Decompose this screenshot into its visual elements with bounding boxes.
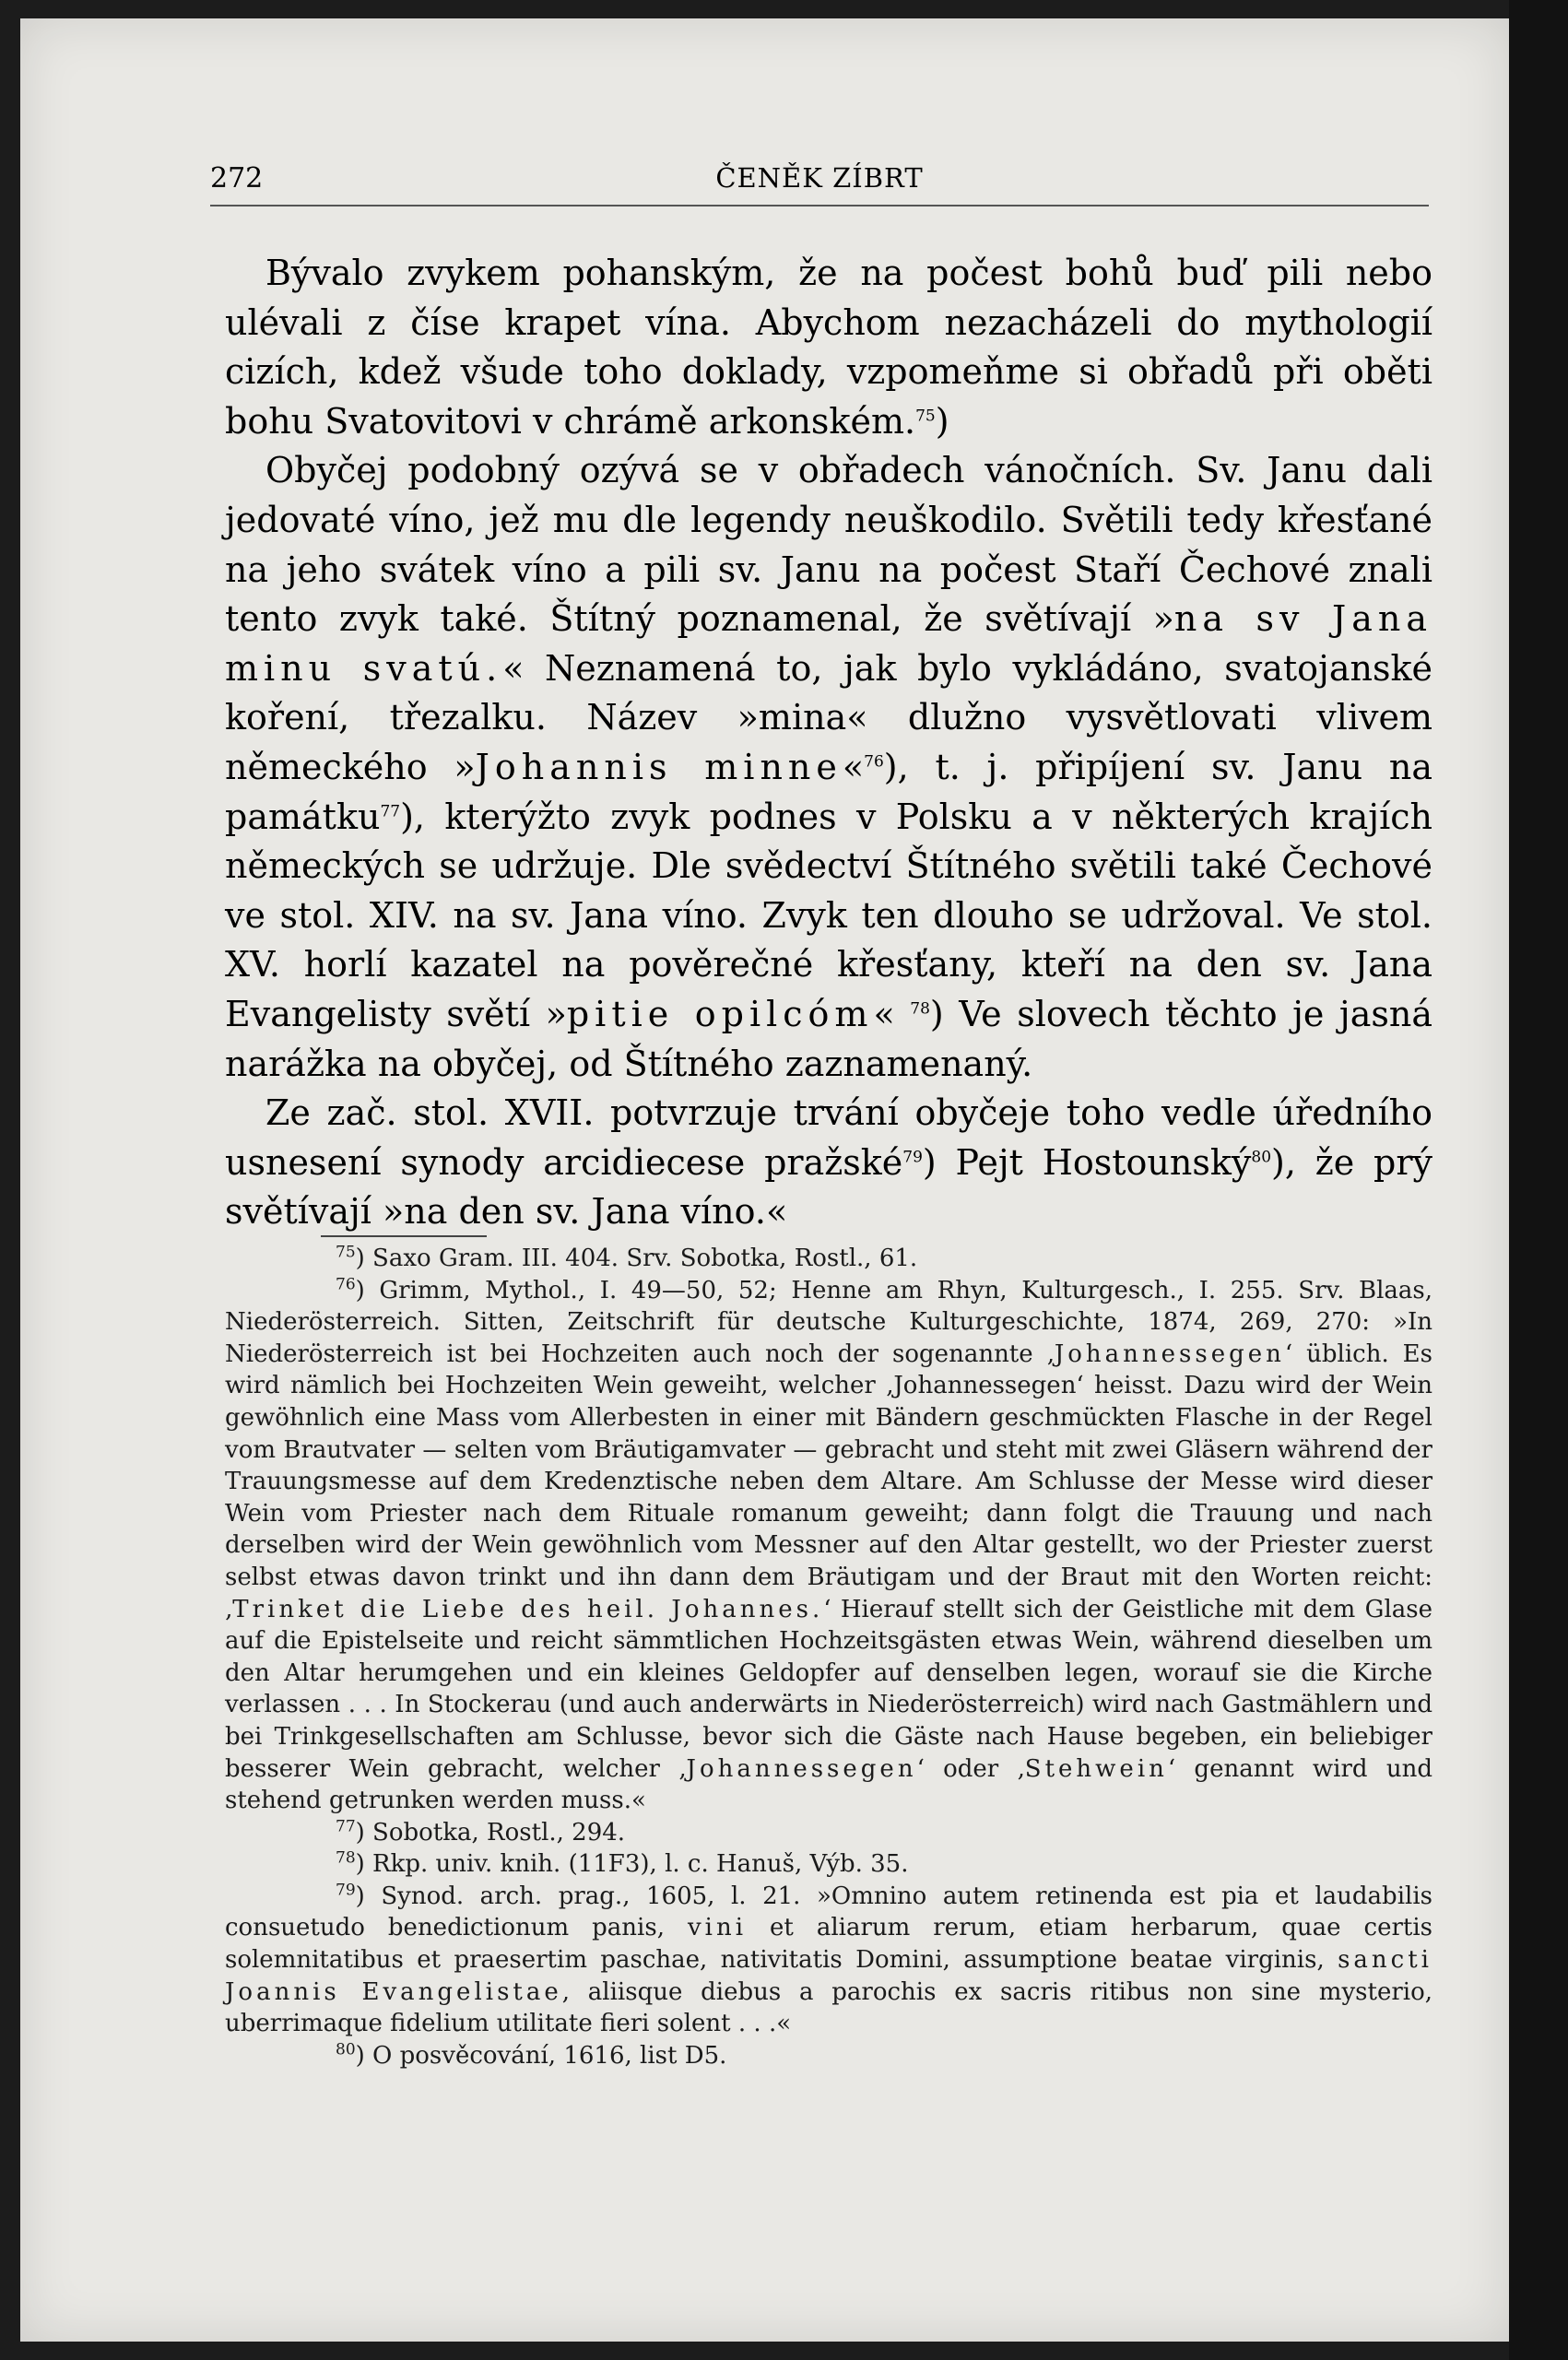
footnote-ref: 80 xyxy=(1251,1148,1272,1167)
running-head: ČENĚK ZÍBRT xyxy=(715,162,924,194)
footnote-mark: 79 xyxy=(336,1881,356,1900)
text-run: « Neznamená to, jak bylo vykládáno, svatojanské koření, třezalku. Název »mina« dlužno vysvětlovati vlivem německého » xyxy=(225,647,1432,787)
text-run: Ze zač. stol. XVII. potvrzuje trvání obyčeje toho vedle úředního usnesení synody arcidiecese pražské xyxy=(225,1092,1432,1183)
footnote-78 xyxy=(225,1848,1432,1881)
footnote-text: ) Synod. arch. prag., 1605, l. 21. »Omnino autem retinenda est pia et laudabilis consuetudo benedictionum panis, xyxy=(225,1882,1432,1942)
footnote-mark: 76 xyxy=(336,1274,356,1293)
footnote-mark: 78 xyxy=(336,1848,356,1868)
footnote-text: ‘ genannt wird und stehend getrunken werden muss.« xyxy=(225,1754,1432,1815)
text-run: « xyxy=(873,993,911,1034)
spaced-term: sancti Joannis Evangelistae xyxy=(225,1946,1432,2006)
page-number: 272 xyxy=(210,162,264,195)
footnote-77 xyxy=(225,1817,1432,1849)
spaced-quote: na sv Jana minu svatú. xyxy=(225,598,1432,689)
spaced-term: Trinket die Liebe des heil. Johannes. xyxy=(232,1595,824,1623)
footnote-rule xyxy=(321,1235,487,1237)
text-run: Bývalo zvykem pohanským, že na počest bohů buď pili nebo ulévali z číse krapet vína. Abychom nezacházeli do mythologií cizích, kdež všude toho doklady, vzpomeňme si obřadů při oběti bohu Svatovitovi v chrámě arkonském. xyxy=(225,253,1432,442)
spaced-term: Stehwein xyxy=(1024,1754,1168,1783)
footnote-ref: 78 xyxy=(910,999,930,1019)
text-run: ) xyxy=(935,400,949,442)
spaced-term: Johannessegen xyxy=(686,1754,917,1783)
footnote-76 xyxy=(225,1275,1432,1817)
paragraph-2 xyxy=(225,446,1432,1089)
spaced-quote: Johannis minne xyxy=(475,746,843,787)
footnote-text: et aliarum rerum, etiam herbarum, quae certis solemnitatibus et praesertim paschae, nativitatis Domini, assumptione beatae virginis, xyxy=(225,1914,1433,1975)
text-run: ), t. j. připíjení sv. Janu na památku xyxy=(225,746,1432,837)
text-run: ), že prý světívají »na den sv. Jana víno.« xyxy=(225,1141,1433,1233)
spaced-quote: pitie opilcóm xyxy=(566,993,874,1034)
footnote-text: , aliisque diebus a parochis ex sacris ritibus non sine mysterio, uberrimaque fidelium utilitate fieri solent . . .« xyxy=(225,1977,1432,2038)
spaced-term: vini xyxy=(687,1914,748,1942)
footnote-mark: 80 xyxy=(336,2040,356,2059)
footnote-text: ‘ oder ‚ xyxy=(916,1754,1025,1783)
footnote-text: ) Saxo Gram. III. 404. Srv. Sobotka, Rostl., 61. xyxy=(355,1245,918,1272)
footnote-text: ) O posvěcování, 1616, list D5. xyxy=(355,2041,727,2070)
paragraph-3 xyxy=(225,1089,1432,1237)
footnote-text: ‘ üblich. Es wird nämlich bei Hochzeiten Wein geweiht, welcher ‚Johannessegen‘ heisst. Dazu wird der Wein gewöhnlich eine Mass vom Allerbesten in einer mit Bändern geschmückten Flasche in der Regel vom Brautvater — selten vom Bräutigamvater — gebracht und steht mit zwei Gläsern während der Trauungsmesse auf dem Kredenztische neben dem Altare. Am Schlusse der Messe wird dieser Wein vom Priester nach dem Rituale romanum geweiht; dann folgt die Trauung und nach derselben wird der Wein gewöhnlich vom Messner auf den Altar gestellt, wo der Priester zuerst selbst etwas davon trinkt und ihn dann dem Bräutigam und der Braut mit den Worten reicht: ‚ xyxy=(225,1339,1432,1623)
footnote-ref: 75 xyxy=(915,407,936,426)
footnote-text: ) Sobotka, Rostl., 294. xyxy=(355,1818,626,1847)
text-run: ) Pejt Hostounský xyxy=(922,1141,1252,1183)
footnote-79 xyxy=(225,1881,1432,2040)
spaced-term: Johannessegen xyxy=(1054,1339,1285,1368)
text-run: ) Ve slovech těchto je jasná narážka na obyčej, od Štítného zaznamenaný. xyxy=(225,993,1432,1084)
footnote-75 xyxy=(225,1243,1432,1275)
footnote-ref: 76 xyxy=(864,752,884,772)
text-run: ), kterýžto zvyk podnes v Polsku a v některých krajích německých se udržuje. Dle svědectví Štítného světili také Čechové ve stol. XIV. na sv. Jana víno. Zvyk ten dlouho se udržoval. Ve stol. XV. horlí kazatel na pověrečné křesťany, kteří na den sv. Jana Evangelisty světí » xyxy=(225,796,1432,1034)
footnote-ref: 79 xyxy=(902,1148,923,1167)
footnote-text: ) Grimm, Mythol., I. 49—50, 52; Henne am Rhyn, Kulturgesch., I. 255. Srv. Blaas, Niederösterreich. Sitten, Zeitschrift für deutsche Kulturgeschichte, 1874, 269, 270: »In Niederösterreich ist bei Hochzeiten auch noch der sogenannte ‚ xyxy=(225,1276,1432,1368)
page-header xyxy=(210,162,1429,203)
text-run: « xyxy=(842,746,865,787)
footnote-text: ‘ Hierauf stellt sich der Geistliche mit dem Glase auf die Epistelseite und reicht sämmtlichen Hochzeitsgästen etwas Wein, während dieselben um den Altar herumgehen und ein kleines Geldopfer auf denselben legen, worauf sie die Kirche verlassen . . . In Stockerau (und auch anderwärts in Niederösterreich) wird nach Gastmählern und bei Trinkgesellschaften am Schlusse, bevor sich die Gäste nach Hause begeben, ein beliebiger besserer Wein gebracht, welcher ‚ xyxy=(225,1595,1432,1783)
footnotes xyxy=(225,1243,1432,2071)
footnote-text: ) Rkp. univ. knih. (11F3), l. c. Hanuš, Výb. 35. xyxy=(355,1850,909,1879)
footnote-80 xyxy=(225,2040,1432,2072)
text-run: Obyčej podobný ozývá se v obřadech vánočních. Sv. Janu dali jedovaté víno, jež mu dle legendy neuškodilo. Světili tedy křesťané na jeho svátek víno a pili sv. Janu na počest Staří Čechové znali tento zvyk také. Štítný poznamenal, že světívají » xyxy=(225,450,1432,640)
paragraph-1 xyxy=(225,249,1432,446)
header-rule xyxy=(210,205,1429,206)
footnote-ref: 77 xyxy=(380,801,401,820)
footnote-mark: 77 xyxy=(336,1817,356,1836)
body-text xyxy=(225,249,1432,1237)
footnote-mark: 75 xyxy=(336,1243,356,1262)
scan-edge xyxy=(1509,0,1568,2360)
